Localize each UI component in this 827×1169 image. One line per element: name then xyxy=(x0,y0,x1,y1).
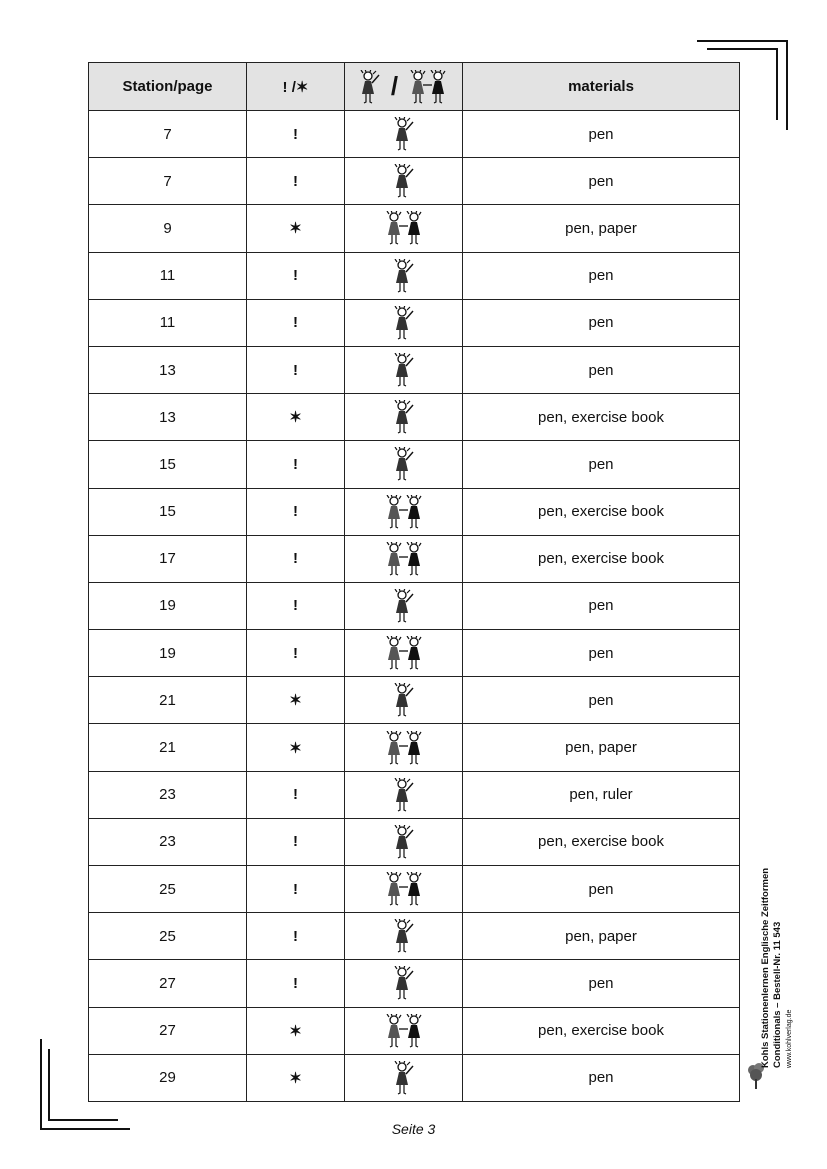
corner-line-top-right-h2 xyxy=(707,48,778,50)
station-page-cell: 19 xyxy=(89,582,247,629)
station-overview-table xyxy=(88,62,740,1102)
obligatory-mark-cell: ! xyxy=(247,111,345,158)
table-row xyxy=(89,630,740,677)
social-form-cell xyxy=(345,724,463,771)
station-page-cell: 29 xyxy=(89,1054,247,1101)
social-form-cell xyxy=(345,299,463,346)
social-form-cell xyxy=(345,346,463,393)
table-row xyxy=(89,818,740,865)
social-form-cell xyxy=(345,960,463,1007)
optional-star-cell: ✶ xyxy=(247,205,345,252)
header-slash: / xyxy=(390,71,399,101)
single-child-icon xyxy=(393,353,415,387)
social-form-cell xyxy=(345,441,463,488)
table-row xyxy=(89,1007,740,1054)
single-child-icon xyxy=(393,966,415,1000)
corner-line-top-right-v1 xyxy=(786,40,788,130)
single-child-icon xyxy=(393,447,415,481)
social-form-cell xyxy=(345,913,463,960)
materials-cell: pen xyxy=(463,582,740,629)
materials-cell: pen xyxy=(463,441,740,488)
station-page-cell: 19 xyxy=(89,630,247,677)
materials-cell: pen xyxy=(463,346,740,393)
table-row xyxy=(89,299,740,346)
materials-cell: pen, exercise book xyxy=(463,1007,740,1054)
partner-children-icon xyxy=(384,495,424,529)
table-row xyxy=(89,111,740,158)
corner-line-top-right-h1 xyxy=(697,40,787,42)
materials-cell: pen xyxy=(463,158,740,205)
table-row xyxy=(89,913,740,960)
table-row xyxy=(89,960,740,1007)
obligatory-mark-cell: ! xyxy=(247,346,345,393)
social-form-cell xyxy=(345,252,463,299)
obligatory-mark-cell: ! xyxy=(247,866,345,913)
station-page-cell: 27 xyxy=(89,1007,247,1054)
obligatory-mark-cell: ! xyxy=(247,158,345,205)
station-page-cell: 25 xyxy=(89,866,247,913)
social-form-cell xyxy=(345,111,463,158)
station-page-cell: 13 xyxy=(89,394,247,441)
materials-cell: pen, paper xyxy=(463,724,740,771)
publisher-info xyxy=(760,868,796,1068)
header-station: Station/page xyxy=(89,63,247,111)
materials-cell: pen xyxy=(463,1054,740,1101)
partner-children-icon xyxy=(384,731,424,765)
social-form-cell xyxy=(345,488,463,535)
single-child-icon xyxy=(393,400,415,434)
header-social-form xyxy=(345,63,463,111)
partner-children-icon xyxy=(384,636,424,670)
materials-cell: pen, paper xyxy=(463,205,740,252)
social-form-cell xyxy=(345,866,463,913)
station-page-cell: 9 xyxy=(89,205,247,252)
social-form-cell xyxy=(345,677,463,724)
obligatory-mark-cell: ! xyxy=(247,630,345,677)
optional-star-cell: ✶ xyxy=(247,1054,345,1101)
station-page-cell: 21 xyxy=(89,677,247,724)
partner-children-icon xyxy=(408,70,448,104)
table-row xyxy=(89,771,740,818)
corner-line-bottom-left-v2 xyxy=(48,1049,50,1121)
materials-cell: pen, exercise book xyxy=(463,394,740,441)
table-header-row xyxy=(89,63,740,111)
partner-children-icon xyxy=(384,211,424,245)
station-page-cell: 15 xyxy=(89,441,247,488)
station-page-cell: 21 xyxy=(89,724,247,771)
single-child-icon xyxy=(393,164,415,198)
publisher-url: www.kohlverlag.de xyxy=(786,1009,793,1068)
station-page-cell: 11 xyxy=(89,252,247,299)
table-row xyxy=(89,724,740,771)
table-row xyxy=(89,346,740,393)
page-number: Seite 3 xyxy=(391,1121,436,1137)
materials-cell: pen xyxy=(463,252,740,299)
optional-star-cell: ✶ xyxy=(247,724,345,771)
single-child-icon xyxy=(393,306,415,340)
station-page-cell: 17 xyxy=(89,535,247,582)
header-materials: materials xyxy=(463,63,740,111)
single-child-icon xyxy=(393,259,415,293)
table-row xyxy=(89,1054,740,1101)
table-row xyxy=(89,441,740,488)
obligatory-mark-cell: ! xyxy=(247,913,345,960)
materials-cell: pen, exercise book xyxy=(463,818,740,865)
table-row xyxy=(89,252,740,299)
optional-star-cell: ✶ xyxy=(247,677,345,724)
publisher-order-number: Conditionals – Bestell-Nr. 11 543 xyxy=(772,921,783,1068)
single-child-icon xyxy=(393,589,415,623)
obligatory-mark-cell: ! xyxy=(247,535,345,582)
single-child-icon xyxy=(393,117,415,151)
table-row xyxy=(89,677,740,724)
social-form-cell xyxy=(345,394,463,441)
single-child-icon xyxy=(393,683,415,717)
social-form-cell xyxy=(345,535,463,582)
partner-children-icon xyxy=(384,872,424,906)
social-form-cell xyxy=(345,630,463,677)
publisher-title: Kohls Stationenlernen Englische Zeitformen xyxy=(760,867,771,1068)
table-row xyxy=(89,205,740,252)
station-page-cell: 7 xyxy=(89,158,247,205)
corner-line-bottom-left-v1 xyxy=(40,1039,42,1129)
station-page-cell: 7 xyxy=(89,111,247,158)
station-page-cell: 23 xyxy=(89,818,247,865)
table-row xyxy=(89,535,740,582)
partner-children-icon xyxy=(384,1014,424,1048)
partner-children-icon xyxy=(384,542,424,576)
single-child-icon xyxy=(359,70,381,104)
social-form-cell xyxy=(345,1054,463,1101)
table-row xyxy=(89,158,740,205)
social-form-cell xyxy=(345,582,463,629)
materials-cell: pen xyxy=(463,111,740,158)
table-row xyxy=(89,394,740,441)
station-page-cell: 25 xyxy=(89,913,247,960)
materials-cell: pen, paper xyxy=(463,913,740,960)
optional-star-cell: ✶ xyxy=(247,394,345,441)
single-child-icon xyxy=(393,919,415,953)
table-row xyxy=(89,582,740,629)
corner-line-top-right-v2 xyxy=(776,48,778,120)
materials-cell: pen, ruler xyxy=(463,771,740,818)
materials-cell: pen, exercise book xyxy=(463,535,740,582)
single-child-icon xyxy=(393,825,415,859)
single-child-icon xyxy=(393,1061,415,1095)
social-form-cell xyxy=(345,158,463,205)
table-row xyxy=(89,866,740,913)
station-page-cell: 11 xyxy=(89,299,247,346)
materials-cell: pen xyxy=(463,677,740,724)
header-type-mark: ! /✶ xyxy=(247,63,345,111)
materials-cell: pen xyxy=(463,299,740,346)
station-page-cell: 15 xyxy=(89,488,247,535)
obligatory-mark-cell: ! xyxy=(247,818,345,865)
table-row xyxy=(89,488,740,535)
social-form-cell xyxy=(345,818,463,865)
social-form-cell xyxy=(345,205,463,252)
station-page-cell: 23 xyxy=(89,771,247,818)
obligatory-mark-cell: ! xyxy=(247,582,345,629)
optional-star-cell: ✶ xyxy=(247,1007,345,1054)
materials-cell: pen xyxy=(463,630,740,677)
materials-cell: pen xyxy=(463,866,740,913)
obligatory-mark-cell: ! xyxy=(247,252,345,299)
obligatory-mark-cell: ! xyxy=(247,441,345,488)
obligatory-mark-cell: ! xyxy=(247,488,345,535)
station-page-cell: 27 xyxy=(89,960,247,1007)
obligatory-mark-cell: ! xyxy=(247,299,345,346)
social-form-cell xyxy=(345,771,463,818)
materials-cell: pen xyxy=(463,960,740,1007)
obligatory-mark-cell: ! xyxy=(247,771,345,818)
station-page-cell: 13 xyxy=(89,346,247,393)
obligatory-mark-cell: ! xyxy=(247,960,345,1007)
single-child-icon xyxy=(393,778,415,812)
social-form-cell xyxy=(345,1007,463,1054)
materials-cell: pen, exercise book xyxy=(463,488,740,535)
